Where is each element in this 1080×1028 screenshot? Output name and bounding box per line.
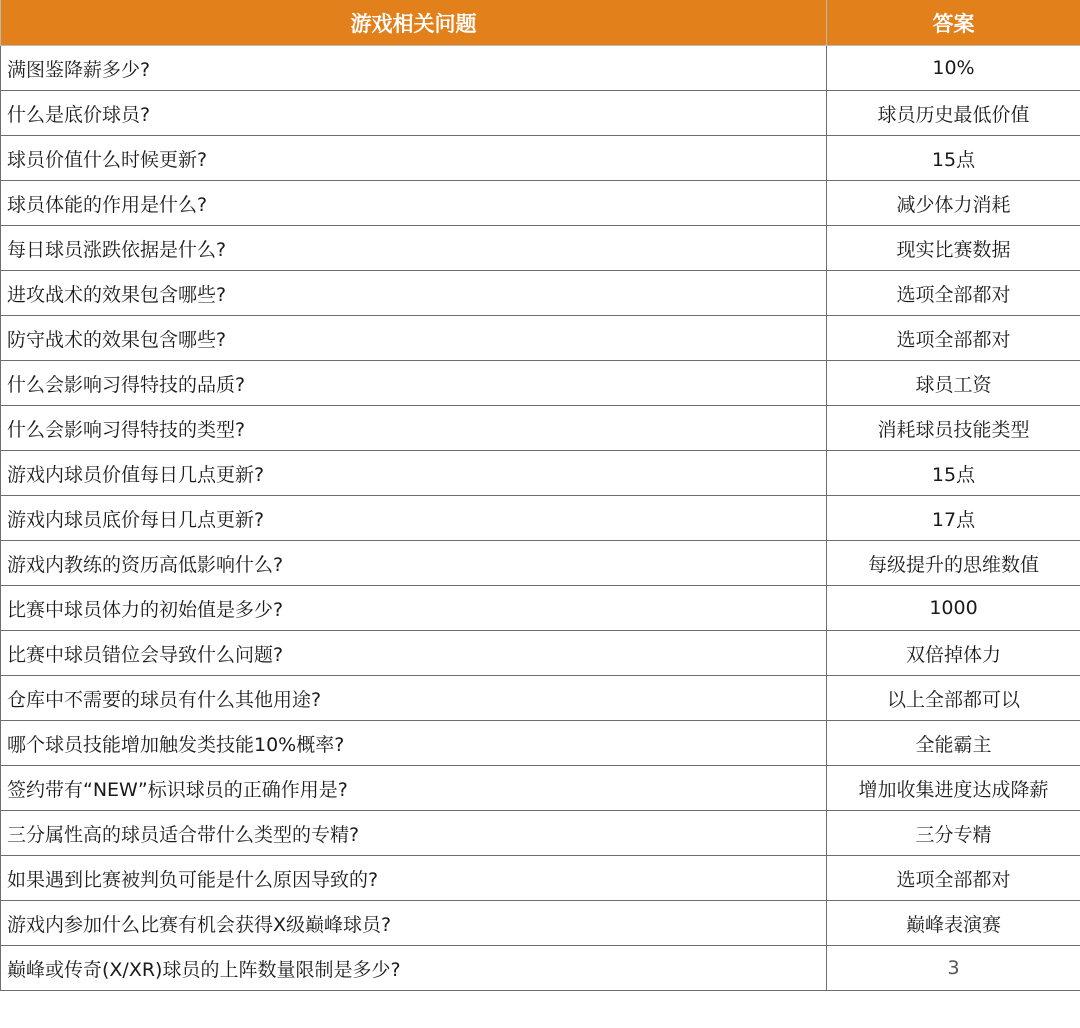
question-cell: 游戏内教练的资历高低影响什么? [1, 541, 827, 586]
answer-cell: 减少体力消耗 [827, 181, 1080, 226]
answer-cell: 双倍掉体力 [827, 631, 1080, 676]
table-row [1, 46, 1080, 91]
table-row [1, 586, 1080, 631]
question-cell: 游戏内球员底价每日几点更新? [1, 496, 827, 541]
table-row [1, 541, 1080, 586]
table-row [1, 676, 1080, 721]
answer-cell: 选项全部都对 [827, 316, 1080, 361]
answer-cell: 以上全部都可以 [827, 676, 1080, 721]
question-cell: 如果遇到比赛被判负可能是什么原因导致的? [1, 856, 827, 901]
question-cell: 比赛中球员体力的初始值是多少? [1, 586, 827, 631]
table-row [1, 766, 1080, 811]
answer-cell: 全能霸主 [827, 721, 1080, 766]
table-row [1, 316, 1080, 361]
answer-cell: 15点 [827, 451, 1080, 496]
question-cell: 游戏内球员价值每日几点更新? [1, 451, 827, 496]
question-cell: 三分属性高的球员适合带什么类型的专精? [1, 811, 827, 856]
answer-cell: 球员历史最低价值 [827, 91, 1080, 136]
table-row [1, 406, 1080, 451]
answer-cell: 选项全部都对 [827, 271, 1080, 316]
question-cell: 比赛中球员错位会导致什么问题? [1, 631, 827, 676]
question-cell: 进攻战术的效果包含哪些? [1, 271, 827, 316]
table-row [1, 721, 1080, 766]
table-row [1, 361, 1080, 406]
answer-cell: 15点 [827, 136, 1080, 181]
question-cell: 什么是底价球员? [1, 91, 827, 136]
answer-cell: 现实比赛数据 [827, 226, 1080, 271]
question-cell: 签约带有“NEW”标识球员的正确作用是? [1, 766, 827, 811]
question-cell: 巅峰或传奇(X/XR)球员的上阵数量限制是多少? [1, 946, 827, 991]
question-cell: 仓库中不需要的球员有什么其他用途? [1, 676, 827, 721]
answer-cell: 三分专精 [827, 811, 1080, 856]
table-row [1, 226, 1080, 271]
answer-cell: 巅峰表演赛 [827, 901, 1080, 946]
question-cell: 球员体能的作用是什么? [1, 181, 827, 226]
question-cell: 满图鉴降薪多少? [1, 46, 827, 91]
table-row [1, 91, 1080, 136]
question-cell: 什么会影响习得特技的类型? [1, 406, 827, 451]
answer-cell: 消耗球员技能类型 [827, 406, 1080, 451]
table-row [1, 811, 1080, 856]
table-row [1, 946, 1080, 991]
question-cell: 球员价值什么时候更新? [1, 136, 827, 181]
table-row [1, 631, 1080, 676]
question-cell: 哪个球员技能增加触发类技能10%概率? [1, 721, 827, 766]
table-row [1, 901, 1080, 946]
table-row [1, 496, 1080, 541]
table-row [1, 451, 1080, 496]
table-row [1, 856, 1080, 901]
header-row [1, 0, 1080, 46]
answer-cell: 每级提升的思维数值 [827, 541, 1080, 586]
answer-cell: 增加收集进度达成降薪 [827, 766, 1080, 811]
answer-cell: 17点 [827, 496, 1080, 541]
answer-cell: 球员工资 [827, 361, 1080, 406]
answer-column-header: 答案 [827, 0, 1080, 46]
table-row [1, 271, 1080, 316]
table-row [1, 136, 1080, 181]
answer-cell: 10% [827, 46, 1080, 91]
question-cell: 游戏内参加什么比赛有机会获得X级巅峰球员? [1, 901, 827, 946]
answer-cell: 选项全部都对 [827, 856, 1080, 901]
answer-cell: 1000 [827, 586, 1080, 631]
answer-cell: 3 [827, 946, 1080, 991]
table-row [1, 181, 1080, 226]
question-cell: 每日球员涨跌依据是什么? [1, 226, 827, 271]
question-cell: 什么会影响习得特技的品质? [1, 361, 827, 406]
question-column-header: 游戏相关问题 [1, 0, 827, 46]
question-cell: 防守战术的效果包含哪些? [1, 316, 827, 361]
